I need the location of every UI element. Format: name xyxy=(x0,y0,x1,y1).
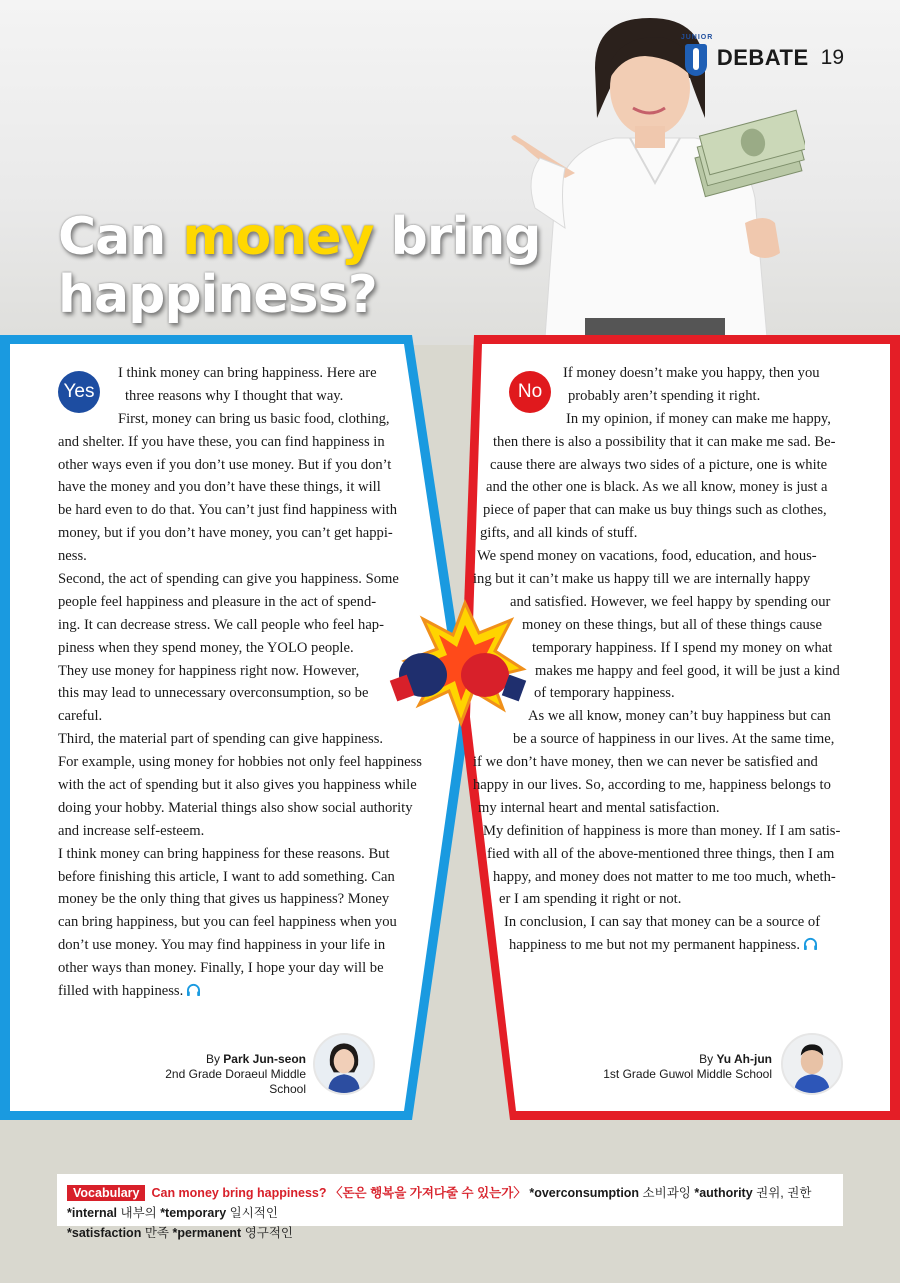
no-line: fied with all of the above-mentioned three things, then I am xyxy=(487,845,835,862)
yes-by: By xyxy=(205,1052,224,1066)
yes-author: Park Jun-seon xyxy=(223,1052,306,1066)
no-line: gifts, and all kinds of stuff. xyxy=(480,525,638,542)
yes-line: with the act of spending but it also gives you happiness while xyxy=(58,777,417,794)
no-line: As we all know, money can’t buy happiness but can xyxy=(528,708,831,725)
yes-line: can bring happiness, but you can feel happiness when you xyxy=(58,914,397,931)
yes-line: For example, using money for hobbies not only feel happiness xyxy=(58,754,422,771)
vocab-term: *temporary xyxy=(160,1206,227,1220)
yes-line: other ways even if you don’t use money. But if you don’t xyxy=(58,456,392,473)
no-badge: No xyxy=(509,371,551,413)
logo-label: JUNIOR xyxy=(680,34,714,41)
no-line: probably aren’t spending it right. xyxy=(568,387,761,404)
yes-byline xyxy=(130,1052,306,1097)
no-line: ing but it can’t make us happy till we are internally happy xyxy=(473,571,811,588)
yes-line: I think money can bring happiness. Here are xyxy=(118,365,377,381)
no-line: cause there are always two sides of a picture, one is white xyxy=(490,456,828,473)
yes-school: 2nd Grade Doraeul Middle School xyxy=(165,1067,306,1096)
yes-line: and increase self-esteem. xyxy=(58,822,205,839)
title-highlight: money xyxy=(182,207,374,267)
no-line: We spend money on vacations, food, education, and hous- xyxy=(477,548,817,565)
no-school: 1st Grade Guwol Middle School xyxy=(603,1067,772,1081)
no-line: In conclusion, I can say that money can be a source of xyxy=(504,914,821,931)
yes-line: ness. xyxy=(58,548,87,565)
vocabulary-question: Can money bring happiness? 〈돈은 행복을 가져다줄 수 있는가〉 xyxy=(151,1186,526,1200)
title-line2: happiness? xyxy=(58,265,377,325)
no-line: money on these things, but all of these things cause xyxy=(522,616,822,633)
no-line xyxy=(473,934,840,957)
vocab-term: *satisfaction xyxy=(67,1226,142,1240)
page-title xyxy=(58,208,541,324)
no-line: er I am spending it right or not. xyxy=(499,891,682,908)
yes-line: doing your hobby. Material things also show social authority xyxy=(58,799,413,816)
vocab-term: *internal xyxy=(67,1206,118,1220)
yes-line xyxy=(58,980,422,1003)
vocab-meaning: 만족 xyxy=(141,1226,173,1240)
no-author: Yu Ah-jun xyxy=(716,1052,772,1066)
no-byline xyxy=(596,1052,772,1082)
no-line: makes me happy and feel good, it will be just a kind xyxy=(535,662,840,679)
no-line: of temporary happiness. xyxy=(534,685,675,702)
title-part2: bring xyxy=(373,207,541,267)
yes-line: have the money and you don’t have these things, it will xyxy=(58,479,381,496)
yes-line: and shelter. If you have these, you can find happiness in xyxy=(58,433,385,450)
no-line: temporary happiness. If I spend my money on what xyxy=(532,639,833,656)
yes-badge: Yes xyxy=(58,371,100,413)
yes-line: ing. It can decrease stress. We call people who feel hap- xyxy=(58,616,384,633)
page-header xyxy=(680,34,844,78)
yes-last-line: filled with happiness. xyxy=(58,983,184,1000)
no-line: and satisfied. However, we feel happy by spending our xyxy=(510,593,831,610)
vocab-meaning: 권위, 권한 xyxy=(752,1186,812,1200)
vocab-term: *overconsumption xyxy=(529,1186,640,1200)
no-line: If money doesn’t make you happy, then you xyxy=(563,365,820,381)
yes-line: before finishing this article, I want to add something. Can xyxy=(58,868,395,885)
page-number: 19 xyxy=(820,46,844,69)
yes-line: other ways than money. Finally, I hope your day will be xyxy=(58,960,384,977)
no-line: if we don’t have money, then we can never be satisfied and xyxy=(473,754,818,771)
title-part1: Can xyxy=(58,207,183,267)
yes-line: money, but if you don’t have money, you can’t get happi- xyxy=(58,525,393,542)
no-by: By xyxy=(699,1052,717,1066)
headphones-icon xyxy=(186,983,201,996)
vocab-term: *permanent xyxy=(172,1226,242,1240)
yes-article xyxy=(58,362,422,1003)
yes-line: Third, the material part of spending can give happiness. xyxy=(58,731,384,748)
vocabulary-tag: Vocabulary xyxy=(67,1185,145,1201)
yes-line: They use money for happiness right now. However, xyxy=(58,662,360,679)
yes-line: Second, the act of spending can give you happiness. Some xyxy=(58,571,399,588)
yes-line: three reasons why I thought that way. xyxy=(125,387,344,404)
section-name: DEBATE xyxy=(716,45,809,70)
no-last-line: happiness to me but not my permanent happiness. xyxy=(509,937,801,954)
vocab-term: *authority xyxy=(694,1186,753,1200)
vocabulary-box xyxy=(57,1174,843,1240)
vocab-meaning: 내부의 xyxy=(117,1206,161,1220)
no-line: my internal heart and mental satisfaction. xyxy=(478,799,720,816)
yes-line: this may lead to unnecessary overconsumption, so be xyxy=(58,685,369,702)
yes-line: people feel happiness and pleasure in the act of spend- xyxy=(58,593,377,610)
no-line: be a source of happiness in our lives. At the same time, xyxy=(513,731,835,748)
no-author-avatar xyxy=(781,1033,843,1095)
vocab-meaning: 소비과잉 xyxy=(639,1186,695,1200)
no-article xyxy=(473,362,840,957)
no-line: happy in our lives. So, according to me, happiness belongs to xyxy=(473,777,831,794)
no-line: happy, and money does not matter to me too much, wheth- xyxy=(493,868,836,885)
vocab-meaning: 영구적인 xyxy=(241,1226,294,1240)
no-line: My definition of happiness is more than money. If I am satis- xyxy=(483,822,841,839)
no-line: In my opinion, if money can make me happy, xyxy=(566,410,831,427)
yes-line: money be the only thing that gives us happiness? Money xyxy=(58,891,390,908)
no-line: then there is also a possibility that it can make me sad. Be- xyxy=(493,433,836,450)
vocab-meaning: 일시적인 xyxy=(226,1206,278,1220)
yes-line: careful. xyxy=(58,708,103,725)
yes-line: piness when they spend money, the YOLO people. xyxy=(58,639,354,656)
yes-line: First, money can bring us basic food, clothing, xyxy=(118,410,390,427)
no-line: piece of paper that can make us buy things such as clothes, xyxy=(483,502,827,519)
yes-author-avatar xyxy=(313,1033,375,1095)
no-line: and the other one is black. As we all know, money is just a xyxy=(486,479,828,496)
yes-line: I think money can bring happiness for these reasons. But xyxy=(58,845,390,862)
yes-line: don’t use money. You may find happiness in your life in xyxy=(58,937,386,954)
junior-logo-icon xyxy=(680,34,714,78)
yes-line: be hard even to do that. You can’t just find happiness with xyxy=(58,502,397,519)
headphones-icon xyxy=(803,937,818,950)
